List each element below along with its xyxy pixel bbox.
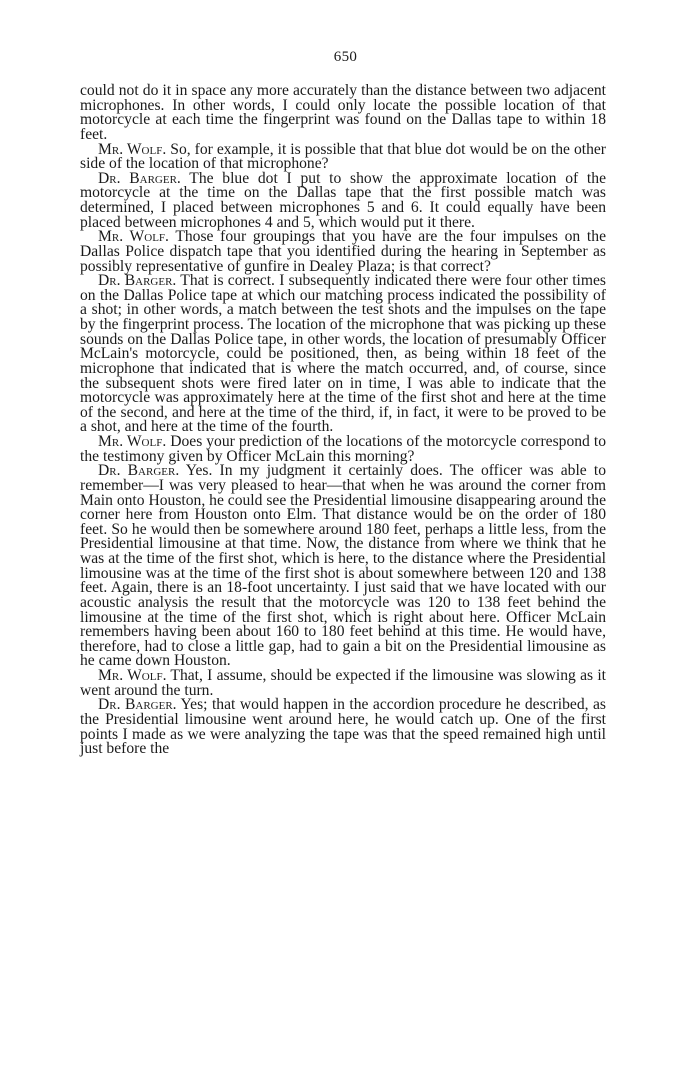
speaker-label: Mr. Wolf. bbox=[98, 667, 167, 684]
paragraph-barger-1 bbox=[80, 169, 606, 231]
paragraph-barger-3 bbox=[80, 464, 606, 669]
paragraph-wolf-2 bbox=[80, 230, 606, 274]
paragraph-barger-4 bbox=[80, 698, 606, 757]
paragraph-text: The blue dot I put to show the approximate location of the motorcycle at the time on the Dallas tape that the first possible match was determined, I placed between microphones 5 and 6. It could equally have been placed between microphones 4 and 5, which would put it there. bbox=[80, 169, 606, 231]
speaker-label: Mr. Wolf. bbox=[98, 228, 169, 246]
speaker-label: Dr. Barger. bbox=[98, 169, 181, 187]
paragraph-text: So, for example, it is possible that that blue dot would be on the other side of the location of that microphone? bbox=[80, 140, 606, 173]
paragraph-wolf-3 bbox=[80, 435, 606, 464]
paragraph-text: Those four groupings that you have are the four impulses on the Dallas Police dispatch tape that you identified during the hearing in September as possibly representative of gunfire in Dealey Plaza; is that correct? bbox=[80, 228, 606, 275]
transcript-body bbox=[80, 84, 606, 757]
paragraph-continuation bbox=[80, 84, 606, 143]
paragraph-wolf-1 bbox=[80, 140, 606, 173]
paragraph-text: Yes. In my judgment it certainly does. The officer was able to remember—I was very pleased to hear—that when he was around the corner from Main onto Houston, he could see the Presidential limousine disappearing around the corner here from Houston onto Elm. That distance would be on the order of 180 feet. So he would then be somewhere around 180 feet, perhaps a little less, from the Presidential limousine at that time. Now, the distance from where we think that he was at the time of the first shot, which is here, to the distance where the Presidential limousine was at the time of the first shot is about somewhere between 120 and 138 feet. Again, there is an 18-foot uncertainty. I just said that we have located with our acoustic analysis the result that the motorcycle was 120 to 138 feet behind the limousine at the time of the first shot, which is right about here. Officer McLain remembers having been about 160 to 180 feet behind at this time. He would have, therefore, had to close a little gap, had to gain a bit on the Presidential limousine as he came down Houston. bbox=[80, 462, 606, 670]
speaker-label: Dr. Barger. bbox=[98, 462, 180, 480]
speaker-label: Dr. Barger. bbox=[98, 272, 177, 290]
paragraph-text: That, I assume, should be expected if the limousine was slowing as it went around the turn. bbox=[80, 667, 606, 699]
paragraph-text: Yes; that would happen in the accordion procedure he described, as the Presidential limousine went around here, he would catch up. One of the first points I made as we were analyzing the tape was that the speed remained high until just before the bbox=[80, 696, 606, 758]
paragraph-text: That is correct. I subsequently indicated there were four other times on the Dallas Police tape at which our matching process indicated the possibility of a shot; in other words, a match between the test shots and the impulses on the tape by the fingerprint process. The location of the microphone that was picking up these sounds on the Dallas Police tape, in other words, the location of presumably Officer McLain's motorcycle, could be positioned, then, as being within 18 feet of the microphone that indicated that is where the match occurred, and, of course, since the subsequent shots were fired later on in time, I was able to indicate that the motorcycle was approximately here at the time of the first shot and here at the time of the second, and here at the time of the third, if, in fact, it were to be proved to be a shot, and here at the time of the fourth. bbox=[80, 272, 606, 436]
paragraph-text: could not do it in space any more accurately than the distance between two adjacent microphones. In other words, I could only locate the possible location of that motorcycle at each time the fingerprint was found on the Dallas tape to within 18 feet. bbox=[80, 82, 606, 143]
speaker-label: Dr. Barger. bbox=[98, 696, 177, 714]
paragraph-wolf-4 bbox=[80, 669, 606, 698]
speaker-label: Mr. Wolf. bbox=[98, 140, 167, 158]
paragraph-barger-2 bbox=[80, 274, 606, 435]
speaker-label: Mr. Wolf. bbox=[98, 433, 167, 450]
paragraph-text: Does your prediction of the locations of the motorcycle correspond to the testimony given by Officer McLain this morning? bbox=[80, 433, 606, 465]
page-number: 650 bbox=[333, 49, 358, 65]
